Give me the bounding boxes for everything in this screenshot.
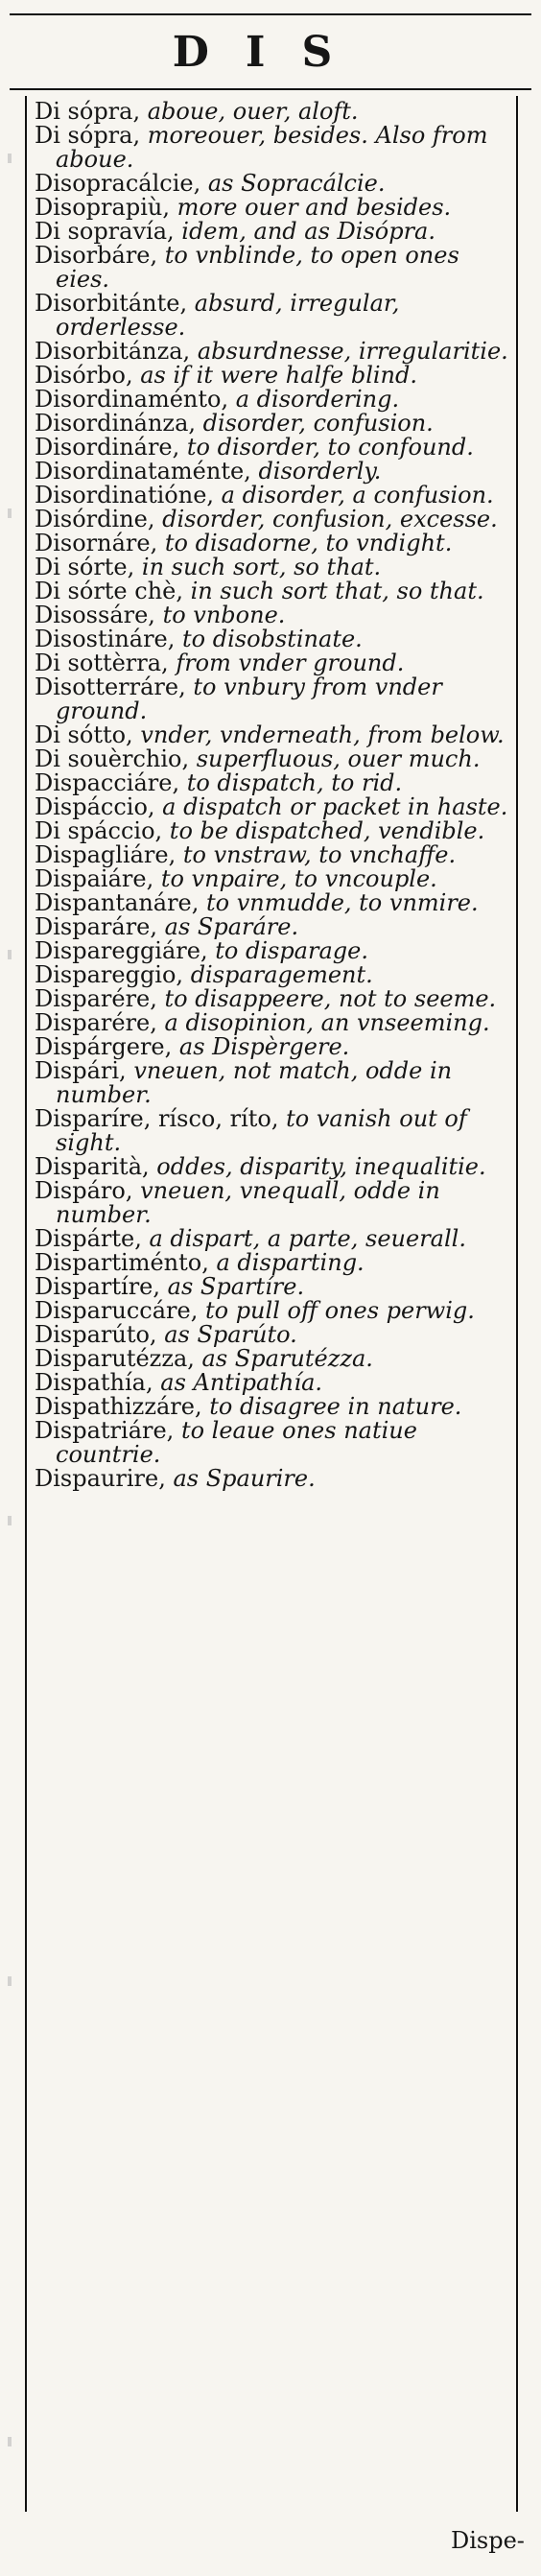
entry-definition: a disparting.	[208, 1249, 365, 1276]
dictionary-entry	[35, 388, 508, 412]
entry-definition: to leaue ones natiue countrie.	[56, 1417, 417, 1468]
dictionary-entry	[35, 867, 508, 891]
dictionary-entry	[35, 1371, 508, 1395]
entry-definition: moreouer, besides. Also from aboue.	[56, 122, 488, 173]
entry-definition: to disobstinate.	[175, 626, 363, 652]
entry-headword: Disopracálcie,	[35, 170, 201, 197]
entry-definition: to dispatch, to rid.	[179, 769, 403, 796]
entry-headword: Dispareggio,	[35, 961, 184, 988]
dictionary-entry	[35, 723, 508, 747]
dictionary-entry	[35, 220, 508, 244]
gutter	[0, 96, 19, 2512]
entry-headword: Disostináre,	[35, 626, 176, 652]
entry-definition: to vnblinde, to open ones eies.	[56, 242, 459, 293]
entry-headword: Dispathizzáre,	[35, 1393, 202, 1420]
dictionary-entry	[35, 627, 508, 651]
entry-headword: Dispagliáre,	[35, 841, 176, 868]
entry-headword: Disossáre,	[35, 602, 155, 628]
entry-definition: disorder, confusion.	[196, 410, 434, 437]
entry-definition: to pull off ones perwig.	[198, 1297, 475, 1324]
entry-headword: Disorbitánza,	[35, 338, 191, 365]
dictionary-entry	[35, 292, 508, 340]
entry-definition: as Sopracálcie.	[200, 170, 386, 197]
catchword: Dispe-	[451, 2527, 525, 2554]
dictionary-entry	[35, 100, 508, 124]
entry-definition: superfluous, ouer much.	[189, 745, 481, 772]
entry-definition: to vnbone.	[154, 602, 286, 628]
dictionary-entry	[35, 1419, 508, 1467]
entry-headword: Disordináre,	[35, 434, 180, 461]
entry-definition: to vnpaire, to vncouple.	[153, 865, 437, 892]
gutter-mark	[8, 1976, 12, 1986]
entry-definition: as Sparutézza.	[194, 1345, 373, 1372]
entry-headword: Di sótto,	[35, 721, 133, 748]
dictionary-entry	[35, 1011, 508, 1035]
entry-definition: as Sparúto.	[156, 1321, 297, 1348]
dictionary-entry	[35, 484, 508, 508]
dictionary-entry	[35, 987, 508, 1011]
entry-definition: to vanish out of sight.	[56, 1105, 467, 1156]
entry-headword: Di sopravía,	[35, 218, 175, 245]
dictionary-entry	[35, 603, 508, 627]
entry-headword: Di spáccio,	[35, 817, 163, 844]
entry-definition: in such sort that, so that.	[183, 578, 484, 604]
dictionary-entry	[35, 244, 508, 292]
entry-definition: aboue, ouer, aloft.	[140, 98, 359, 125]
entry-definition: vnder, vnderneath, from below.	[132, 721, 505, 748]
entry-definition: absurd, irregular, orderlesse.	[56, 290, 400, 341]
dictionary-entry	[35, 1395, 508, 1419]
dictionary-entry	[35, 508, 508, 532]
entry-headword: Dispári,	[35, 1057, 127, 1084]
dictionary-entry	[35, 1107, 508, 1155]
entry-headword: Di sópra,	[35, 98, 141, 125]
dictionary-entry	[35, 771, 508, 795]
entry-headword: Di sópra,	[35, 122, 141, 149]
entry-headword: Disparutézza,	[35, 1345, 195, 1372]
dictionary-entry	[35, 843, 508, 867]
entry-headword: Disórdine,	[35, 506, 155, 532]
dictionary-entry	[35, 196, 508, 220]
dictionary-entry	[35, 172, 508, 196]
entry-definition: as Antipathía.	[153, 1369, 323, 1396]
dictionary-entry	[35, 1275, 508, 1299]
entry-definition: to vnbury from vnder ground.	[56, 674, 442, 724]
entry-definition: absurdnesse, irregularitie.	[190, 338, 508, 365]
dictionary-entries	[35, 100, 508, 1491]
entry-headword: Di sórte,	[35, 554, 135, 580]
gutter-mark	[8, 950, 12, 959]
entry-headword: Di sottèrra,	[35, 650, 169, 676]
entry-definition: as Sparáre.	[157, 913, 299, 940]
dictionary-entry	[35, 1035, 508, 1059]
entry-definition: a disordering.	[228, 386, 400, 413]
entry-definition: as Spaurire.	[165, 1465, 316, 1492]
dictionary-entry	[35, 963, 508, 987]
entry-headword: Disorbáre,	[35, 242, 158, 269]
entry-headword: Dispaurire,	[35, 1465, 166, 1492]
entry-headword: Dispaiáre,	[35, 865, 154, 892]
dictionary-entry	[35, 939, 508, 963]
entry-headword: Disorbitánte,	[35, 290, 188, 317]
entry-headword: Di souèrchio,	[35, 745, 190, 772]
entry-definition: idem, and as Disópra.	[174, 218, 435, 245]
entry-headword: Disordinatióne,	[35, 482, 215, 508]
dictionary-entry	[35, 1179, 508, 1227]
entry-headword: Disparúto,	[35, 1321, 157, 1348]
dictionary-entry	[35, 747, 508, 771]
header-rule-top	[10, 13, 531, 15]
entry-headword: Disordinaménto,	[35, 386, 229, 413]
dictionary-entry	[35, 819, 508, 843]
entry-definition: to vnmudde, to vnmire.	[199, 889, 479, 916]
entry-headword: Dispárte,	[35, 1225, 142, 1252]
entry-definition: from vnder ground.	[168, 650, 405, 676]
entry-headword: Dispathía,	[35, 1369, 153, 1396]
entry-definition: to be dispatched, vendible.	[162, 817, 485, 844]
entry-definition: to disagree in nature.	[201, 1393, 462, 1420]
dictionary-entry	[35, 675, 508, 723]
entry-definition: more ouer and besides.	[169, 194, 452, 221]
entry-headword: Dispareggiáre,	[35, 937, 208, 964]
entry-headword: Dispáro,	[35, 1177, 133, 1204]
entry-definition: disparagement.	[183, 961, 373, 988]
entry-headword: Disoprapiù,	[35, 194, 170, 221]
entry-definition: to vnstraw, to vnchaffe.	[176, 841, 457, 868]
entry-headword: Disparíre, rísco, ríto,	[35, 1105, 279, 1132]
entry-definition: disorderly.	[250, 458, 382, 484]
entry-definition: to disparage.	[207, 937, 368, 964]
entry-headword: Dispantanáre,	[35, 889, 200, 916]
entry-headword: Dispáccio,	[35, 793, 155, 820]
entry-definition: a disopinion, an vnseeming.	[156, 1009, 490, 1036]
gutter-mark	[8, 508, 12, 518]
page-title: DIS	[172, 28, 369, 77]
entry-headword: Dispárgere,	[35, 1033, 173, 1060]
dictionary-entry	[35, 891, 508, 915]
dictionary-entry	[35, 1323, 508, 1347]
entry-definition: to disappeere, not to seeme.	[156, 985, 497, 1012]
entry-headword: Dispartíre,	[35, 1273, 161, 1300]
dictionary-entry	[35, 364, 508, 388]
entry-headword: Disórbo,	[35, 362, 133, 389]
entry-headword: Disordinataménte,	[35, 458, 251, 484]
dictionary-entry	[35, 460, 508, 484]
entry-headword: Disparità,	[35, 1153, 150, 1180]
entry-headword: Disparáre,	[35, 913, 157, 940]
dictionary-entry	[35, 1227, 508, 1251]
gutter-mark	[8, 154, 12, 163]
entry-definition: a dispart, a parte, seuerall.	[141, 1225, 466, 1252]
dictionary-entry	[35, 124, 508, 172]
dictionary-entry	[35, 795, 508, 819]
entry-definition: to disorder, to confound.	[179, 434, 474, 461]
entry-definition: as if it were halfe blind.	[132, 362, 417, 389]
entry-headword: Disparuccáre,	[35, 1297, 199, 1324]
dictionary-entry	[35, 651, 508, 675]
dictionary-entry	[35, 1467, 508, 1491]
dictionary-entry	[35, 412, 508, 436]
entry-definition: oddes, disparity, inequalitie.	[149, 1153, 486, 1180]
dictionary-entry	[35, 1299, 508, 1323]
entry-headword: Di sórte chè,	[35, 578, 183, 604]
dictionary-entry	[35, 340, 508, 364]
dictionary-entry	[35, 1059, 508, 1107]
gutter-mark	[8, 2437, 12, 2446]
entry-headword: Dispacciáre,	[35, 769, 180, 796]
entry-definition: a disorder, a confusion.	[214, 482, 494, 508]
header-rule-bottom	[10, 88, 531, 90]
entry-definition: disorder, confusion, excesse.	[154, 506, 498, 532]
dictionary-entry	[35, 555, 508, 579]
entry-definition: vneuen, vnequall, odde in number.	[56, 1177, 440, 1228]
dictionary-entry	[35, 532, 508, 555]
entry-headword: Dispartiménto,	[35, 1249, 209, 1276]
entry-headword: Disparére,	[35, 985, 157, 1012]
entry-headword: Disotterráre,	[35, 674, 186, 700]
entry-definition: to disadorne, to vndight.	[157, 530, 453, 556]
gutter-mark	[8, 1516, 12, 1525]
entry-definition: vneuen, not match, odde in number.	[56, 1057, 453, 1108]
entry-headword: Disordinánza,	[35, 410, 196, 437]
dictionary-entry	[35, 1347, 508, 1371]
entry-headword: Dispatriáre,	[35, 1417, 175, 1444]
dictionary-entry	[35, 436, 508, 460]
entry-definition: a dispatch or packet in haste.	[154, 793, 508, 820]
entry-definition: as Dispèrgere.	[172, 1033, 350, 1060]
entry-definition: as Spartíre.	[160, 1273, 305, 1300]
dictionary-entry	[35, 1251, 508, 1275]
entry-headword: Disparére,	[35, 1009, 157, 1036]
dictionary-entry	[35, 915, 508, 939]
dictionary-entry	[35, 579, 508, 603]
dictionary-entry	[35, 1155, 508, 1179]
entry-definition: in such sort, so that.	[134, 554, 382, 580]
entry-headword: Disornáre,	[35, 530, 158, 556]
